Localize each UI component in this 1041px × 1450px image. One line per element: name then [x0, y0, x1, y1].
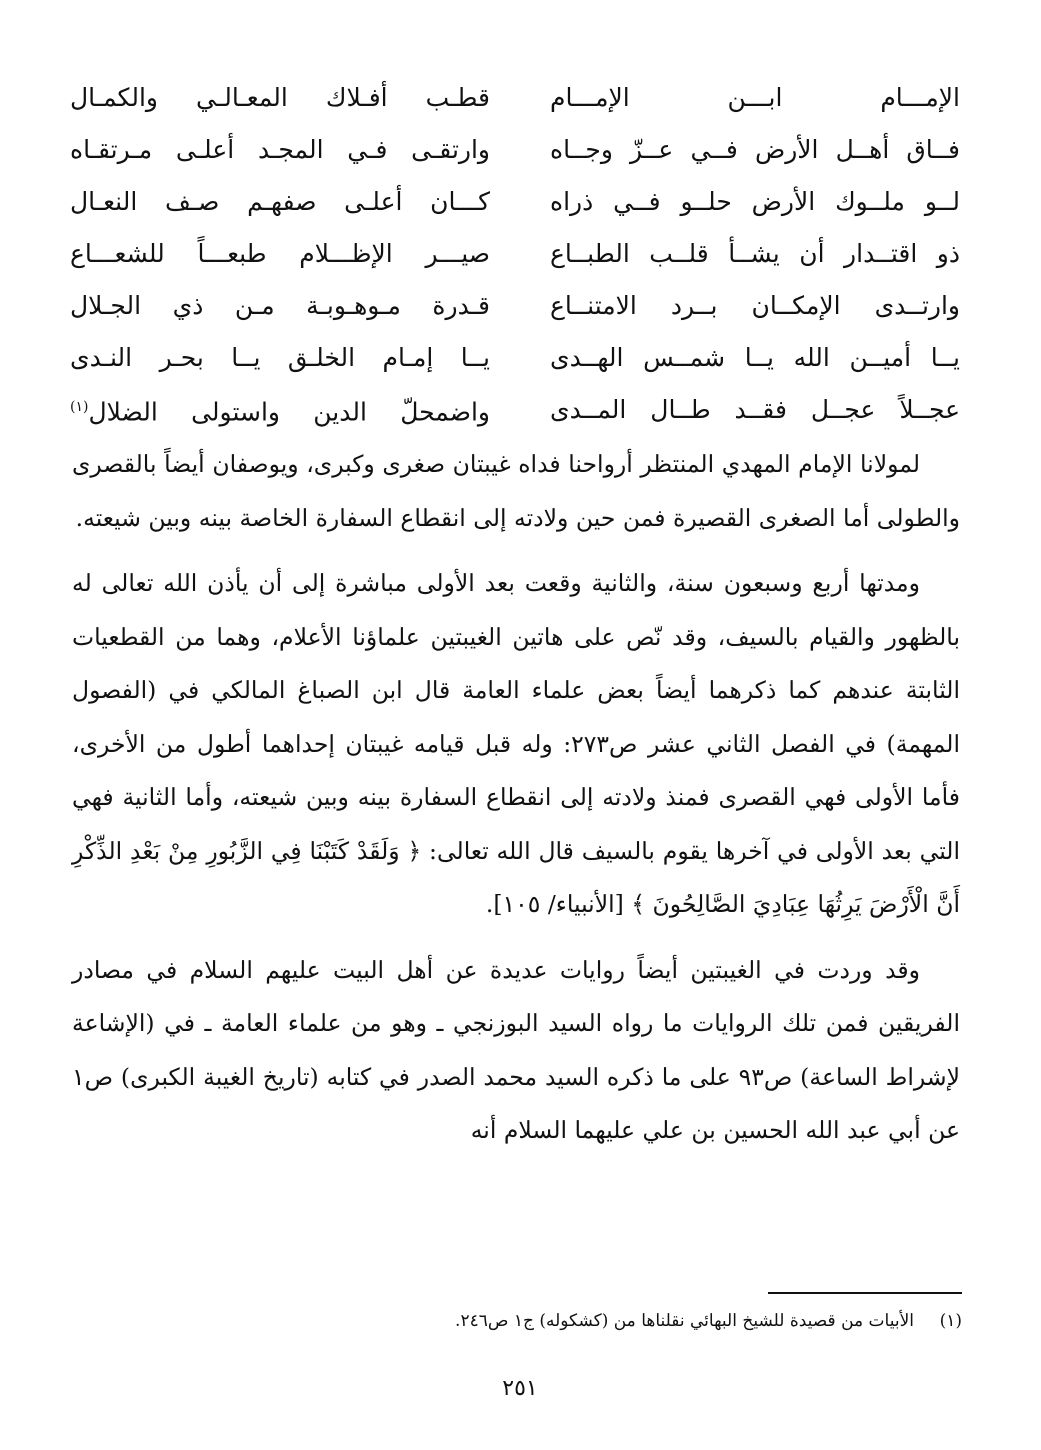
verse-second-hemistich: كـــان أعلـى صفهـم صـف النعـال: [70, 187, 490, 216]
footnote: [72, 1306, 962, 1336]
verse-first-hemistich: ذو اقتــدار أن يشــأ قلــب الطبــاع: [550, 239, 960, 268]
verse-second-hemistich: يــا إمـام الخلـق يــا بحـر النـدى: [70, 343, 490, 372]
poem-verse: [70, 228, 960, 280]
verse-second-hemistich-text: واضمحلّ الدين واستولى الضلال: [88, 397, 490, 427]
verse-second-hemistich: وارتقـى فـي المجـد أعلـى مـرتقـاه: [70, 135, 490, 164]
poem-verse: [70, 384, 960, 436]
paragraph: وقد وردت في الغيبتين أيضاً روايات عديدة عن أهل البيت عليهم السلام في مصادر الفريقين فمن تلك الروايات ما رواه السيد البوزنجي ـ وهو من علماء العامة ـ في (الإشاعة لإشراط الساعة) ص٩٣ على ما ذكره السيد محمد الصدر في كتابه (تاريخ الغيبة الكبرى) ص١ عن أبي عبد الله الحسين بن علي عليهما السلام أنه: [72, 955, 960, 1144]
verse-first-hemistich: وارتــدى الإمكــان بــرد الامتنــاع: [550, 291, 960, 320]
poem-verse: [70, 176, 960, 228]
body-text: [72, 438, 960, 1170]
verse-first-hemistich: لــو ملــوك الأرض حلــو فــي ذراه: [550, 187, 960, 216]
poem-verse: [70, 280, 960, 332]
paragraph: ومدتها أربع وسبعون سنة، والثانية وقعت بعد الأولى مباشرة إلى أن يأذن الله تعالى له بالظهور والقيام بالسيف، وقد نّص على هاتين الغيبتين علماؤنا الأعلام، وهما من القطعيات الثابتة عندهم كما ذكرهما أيضاً بعض علماء العامة قال ابن الصباغ المالكي في (الفصول المهمة) في الفصل الثاني عشر ص٢٧٣: وله قبل قيامه غيبتان إحداهما أطول من الأخرى، فأما الأولى فهي القصرى فمنذ ولادته إلى انقطاع السفارة بينه وبين شيعته، وأما الثانية فهي التي بعد الأولى في آخرها يقوم بالسيف قال الله تعالى: ﴿ وَلَقَدْ كَتَبْنَا فِي الزَّبُورِ مِنْ بَعْدِ الذِّكْرِ أَنَّ الْأَرْضَ يَرِثُهَا عِبَادِيَ الصَّالِحُونَ ﴾ [الأنبياء/ ١٠٥].: [72, 569, 960, 918]
poem-verse: [70, 72, 960, 124]
footnote-text: الأبيات من قصيدة للشيخ البهائي نقلناها من (كشكوله) ج١ ص٢٤٦.: [455, 1311, 914, 1331]
verse-second-hemistich: صيـــر الإظـــلام طبعـــاً للشعـــاع: [70, 239, 490, 268]
page-number: ٢٥١: [502, 1376, 538, 1401]
footnote-number: (١): [939, 1311, 962, 1331]
verse-second-hemistich: قـدرة مـوهـوبـة مـن ذي الجـلال: [70, 291, 490, 320]
verse-first-hemistich: يــا أميــن الله يــا شمــس الهــدى: [550, 343, 960, 372]
footnote-reference[interactable]: (١): [70, 399, 89, 416]
verse-second-hemistich: [70, 381, 490, 438]
poem-verse: [70, 332, 960, 384]
verse-first-hemistich: فــاق أهــل الأرض فــي عــزّ وجــاه: [550, 135, 960, 164]
poem: [70, 72, 960, 436]
paragraph: لمولانا الإمام المهدي المنتظر أرواحنا فداه غيبتان صغرى وكبرى، ويوصفان أيضاً بالقصرى والطولى أما الصغرى القصيرة فمن حين ولادته إلى انقطاع السفارة الخاصة بينه وبين شيعته.: [72, 450, 960, 532]
footnote-separator: [768, 1292, 962, 1294]
verse-first-hemistich: عجــلاً عجــل فقــد طــال المــدى: [550, 395, 960, 424]
verse-second-hemistich: قطـب أفـلاك المعـالـي والكمـال: [70, 83, 490, 112]
verse-first-hemistich: الإمـــام ابـــن الإمـــام: [550, 83, 960, 112]
poem-verse: [70, 124, 960, 176]
